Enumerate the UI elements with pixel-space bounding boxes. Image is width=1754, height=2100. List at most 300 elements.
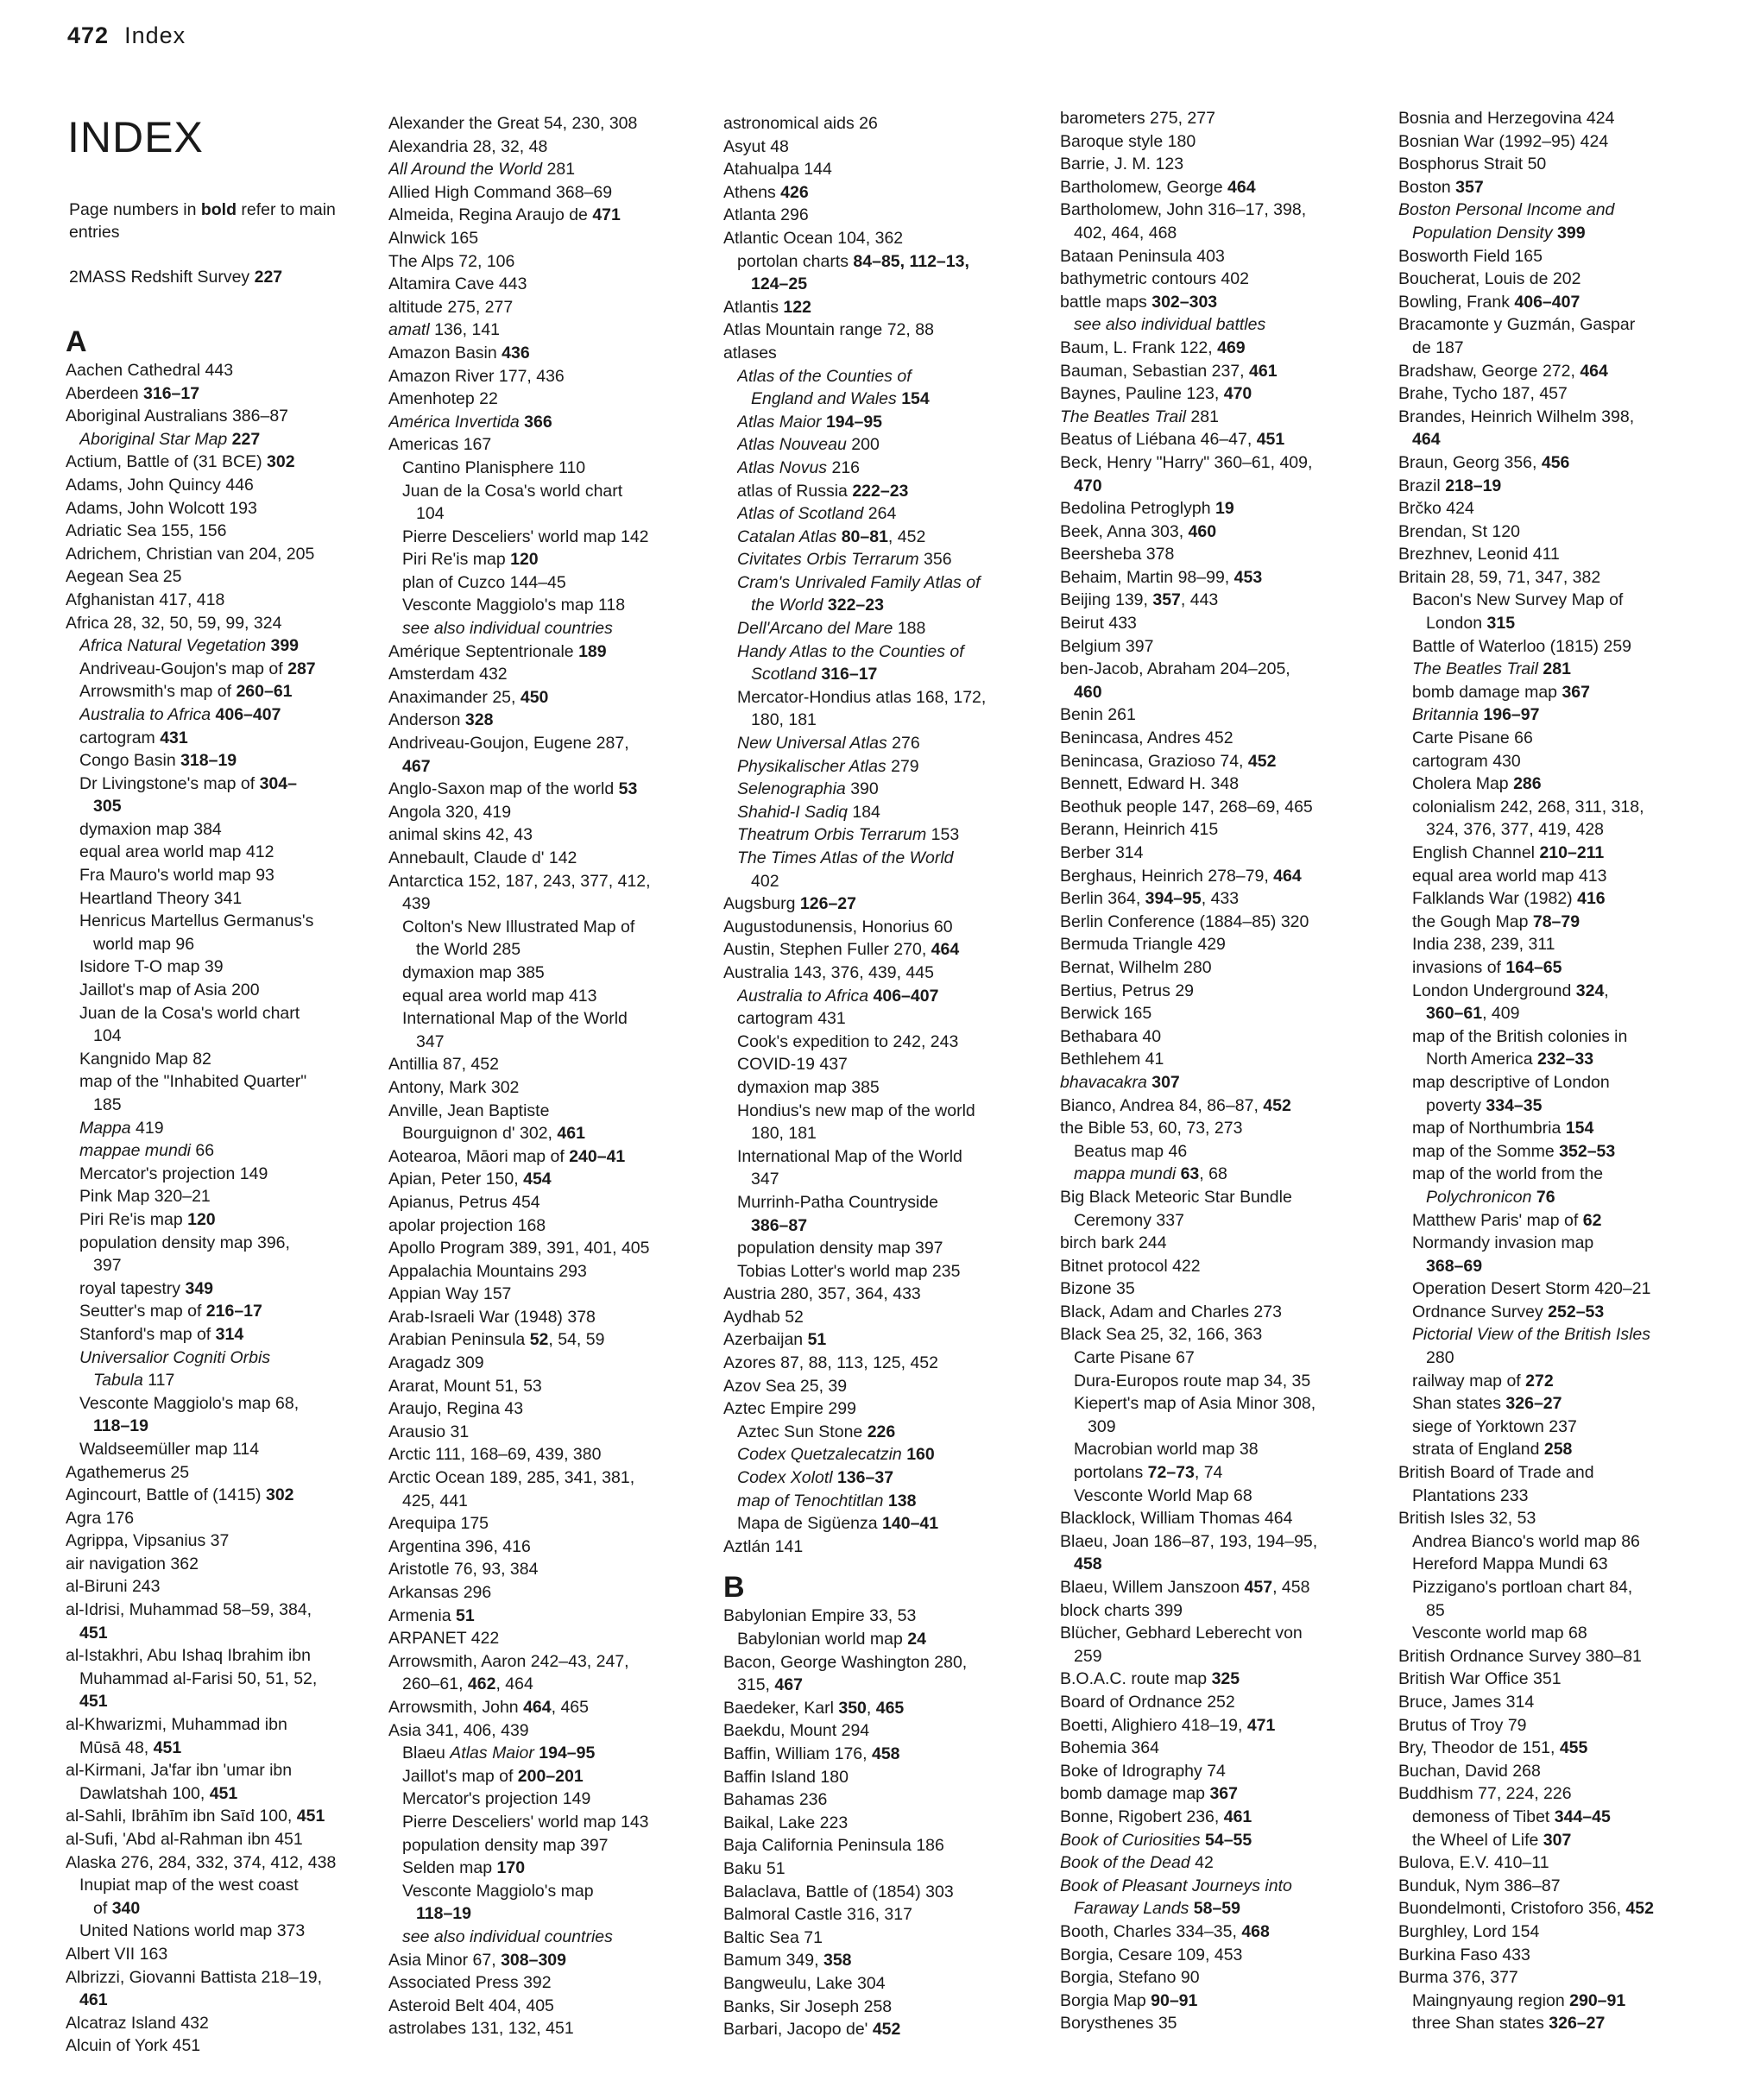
index-subentry: Pictorial View of the British Isles: [1412, 1325, 1650, 1345]
index-entry: block charts 399: [1060, 1600, 1183, 1620]
index-entry: Amérique Septentrionale 189: [388, 641, 607, 661]
index-entry: Big Black Meteoric Star Bundle: [1060, 1187, 1292, 1207]
index-subentry: population density map 397: [402, 1835, 609, 1855]
index-subentry: Australia to Africa 406–407: [737, 986, 939, 1006]
index-entry: Baynes, Pauline 123, 470: [1060, 384, 1252, 404]
index-entry: al-Khwarizmi, Muhammad ibn: [66, 1715, 287, 1735]
index-subentry: map of the "Inhabited Quarter": [79, 1072, 307, 1092]
index-entry: Bunduk, Nym 386–87: [1398, 1876, 1561, 1895]
index-subentry: 402: [751, 871, 779, 891]
index-subentry: Isidore T-O map 39: [79, 957, 224, 977]
index-entry: Bohemia 364: [1060, 1738, 1159, 1758]
index-entry: Bethabara 40: [1060, 1026, 1162, 1046]
index-entry: Borysthenes 35: [1060, 2014, 1177, 2034]
index-entry: Argentina 396, 416: [388, 1536, 531, 1556]
index-subentry: Piri Re'is map 120: [79, 1209, 216, 1229]
index-entry: Adriatic Sea 155, 156: [66, 521, 227, 541]
index-entry: Brčko 424: [1398, 499, 1474, 519]
index-entry: Albert VII 163: [66, 1944, 168, 1964]
index-entry: Agincourt, Battle of (1415) 302: [66, 1485, 294, 1505]
index-entry: amatl 136, 141: [388, 320, 501, 340]
index-subentry: 104: [93, 1026, 122, 1046]
index-entry: Benincasa, Grazioso 74, 452: [1060, 751, 1277, 771]
index-entry: Appalachia Mountains 293: [388, 1261, 587, 1281]
index-entry: al-Sahli, Ibrāhīm ibn Saīd 100, 451: [66, 1807, 325, 1826]
index-subentry: world map 96: [93, 934, 195, 954]
index-entry: Anglo-Saxon map of the world 53: [388, 779, 638, 799]
index-subentry: equal area world map 412: [79, 842, 274, 862]
index-subentry: cartogram 431: [79, 728, 188, 747]
index-subentry: Heartland Theory 341: [79, 888, 243, 908]
index-entry: Allied High Command 368–69: [388, 182, 613, 202]
index-subentry: The Beatles Trail 281: [1412, 659, 1571, 679]
index-subentry: The Times Atlas of the World: [737, 848, 954, 867]
index-subentry: equal area world map 413: [402, 986, 597, 1006]
index-subentry: Carte Pisane 67: [1074, 1348, 1195, 1368]
index-subentry: Vesconte Maggiolo's map: [402, 1881, 594, 1901]
index-entry: Bangweulu, Lake 304: [723, 1973, 886, 1993]
index-subentry: 180, 181: [751, 1124, 817, 1144]
index-entry: astrolabes 131, 132, 451: [388, 2019, 574, 2039]
index-entry: Andriveau-Goujon, Eugene 287,: [388, 734, 629, 754]
index-entry: Bermuda Triangle 429: [1060, 935, 1226, 955]
index-entry: Adams, John Wolcott 193: [66, 498, 257, 518]
index-subentry: Babylonian world map 24: [737, 1630, 926, 1649]
index-subentry: Kiepert's map of Asia Minor 308,: [1074, 1394, 1316, 1414]
index-entry: Boston Personal Income and: [1398, 200, 1615, 220]
index-subentry: Operation Desert Storm 420–21: [1412, 1279, 1651, 1299]
index-entry: the Bible 53, 60, 73, 273: [1060, 1119, 1243, 1138]
index-subentry: Shahid-I Sadiq 184: [737, 802, 880, 822]
index-subentry: Australia to Africa 406–407: [79, 704, 281, 724]
index-subentry: Plantations 233: [1412, 1485, 1529, 1505]
index-entry: Bradshaw, George 272, 464: [1398, 361, 1608, 381]
index-entry: Aberdeen 316–17: [66, 383, 200, 403]
index-entry: Aboriginal Australians 386–87: [66, 407, 289, 426]
index-subentry: mappa mundi 63, 68: [1074, 1164, 1227, 1184]
index-entry: British Isles 32, 53: [1398, 1509, 1536, 1529]
index-entry: British Board of Trade and: [1398, 1463, 1594, 1483]
index-entry: Book of the Dead 42: [1060, 1853, 1214, 1873]
index-entry: Bracamonte y Guzmán, Gaspar: [1398, 315, 1636, 335]
section-letter: A: [66, 325, 87, 358]
index-entry: Beek, Anna 303, 460: [1060, 521, 1217, 541]
index-subentry: map of Tenochtitlan 138: [737, 1491, 917, 1510]
index-entry: Berlin Conference (1884–85) 320: [1060, 911, 1309, 931]
index-column-4: [1060, 107, 1379, 2035]
index-entry: Baekdu, Mount 294: [723, 1721, 870, 1741]
index-subentry: Codex Quetzalecatzin 160: [737, 1445, 935, 1465]
index-subentry: London Underground 324,: [1412, 981, 1609, 1000]
index-subentry: English Channel 210–211: [1412, 843, 1605, 862]
index-subentry: Pink Map 320–21: [79, 1187, 211, 1207]
index-subentry: 347: [751, 1170, 779, 1189]
index-entry: Balaclava, Battle of (1854) 303: [723, 1882, 954, 1901]
index-entry: Barrie, J. M. 123: [1060, 155, 1184, 174]
index-subentry: Vesconte Maggiolo's map 68,: [79, 1393, 300, 1413]
index-subentry: Theatrum Orbis Terrarum 153: [737, 825, 960, 845]
index-entry: Brezhnev, Leonid 411: [1398, 545, 1560, 564]
index-subentry: 180, 181: [751, 710, 817, 730]
index-entry: Aristotle 76, 93, 384: [388, 1560, 539, 1580]
index-entry: Aegean Sea 25: [66, 567, 182, 587]
index-entry: Baikal, Lake 223: [723, 1813, 849, 1832]
index-subentry: Dr Livingstone's map of 304–: [79, 773, 297, 793]
index-entry: Borgia, Stefano 90: [1060, 1968, 1200, 1988]
index-subentry: plan of Cuzco 144–45: [402, 572, 566, 592]
index-entry: Baltic Sea 71: [723, 1927, 823, 1947]
index-subentry: Pierre Desceliers' world map 142: [402, 527, 649, 546]
index-entry: Actium, Battle of (31 BCE) 302: [66, 452, 295, 472]
index-entry: Berber 314: [1060, 843, 1144, 862]
index-subentry: Normandy invasion map: [1412, 1233, 1594, 1253]
index-entry: Beirut 433: [1060, 614, 1137, 634]
index-entry: Bowling, Frank 406–407: [1398, 292, 1580, 312]
index-entry: Berghaus, Heinrich 278–79, 464: [1060, 866, 1302, 886]
index-entry: Baffin Island 180: [723, 1767, 849, 1787]
index-entry: Bitnet protocol 422: [1060, 1256, 1201, 1276]
index-entry: Anville, Jean Baptiste: [388, 1100, 550, 1120]
index-entry: Afghanistan 417, 418: [66, 590, 225, 609]
index-subentry: 118–19: [416, 1904, 471, 1924]
index-subentry: 85: [1426, 1600, 1445, 1620]
index-subentry: of 340: [93, 1898, 141, 1918]
index-column-5: [1398, 107, 1718, 2035]
index-entry: Bizone 35: [1060, 1279, 1135, 1299]
index-subentry: Selenographia 390: [737, 779, 879, 799]
index-subentry: 386–87: [751, 1215, 808, 1235]
index-entry: Annebault, Claude d' 142: [388, 848, 577, 867]
index-entry: Antarctica 152, 187, 243, 377, 412,: [388, 871, 651, 891]
index-subentry: Seutter's map of 216–17: [79, 1302, 262, 1321]
index-subentry: Fra Mauro's world map 93: [79, 866, 274, 886]
index-subentry: Murrinh-Patha Countryside: [737, 1192, 939, 1212]
index-subentry: 402, 464, 468: [1074, 223, 1177, 243]
index-subentry: United Nations world map 373: [79, 1921, 306, 1941]
index-entry: British War Office 351: [1398, 1669, 1562, 1689]
index-subentry: Atlas of Scotland 264: [737, 504, 897, 524]
index-entry: Borgia, Cesare 109, 453: [1060, 1945, 1243, 1964]
index-subentry: Bourguignon d' 302, 461: [402, 1124, 585, 1144]
index-subentry: 305: [93, 797, 122, 817]
index-entry: Alcuin of York 451: [66, 2036, 201, 2056]
index-subentry: International Map of the World: [402, 1009, 628, 1029]
index-subentry: Atlas of the Counties of: [737, 366, 912, 386]
index-entry: Black, Adam and Charles 273: [1060, 1302, 1282, 1321]
index-subentry: India 238, 239, 311: [1412, 935, 1555, 955]
index-subentry: map of Northumbria 154: [1412, 1119, 1594, 1138]
index-subentry: 185: [93, 1095, 122, 1114]
index-entry: Brahe, Tycho 187, 457: [1398, 384, 1568, 404]
index-entry: battle maps 302–303: [1060, 292, 1218, 312]
index-subentry: Colton's New Illustrated Map of: [402, 917, 635, 936]
index-subentry: poverty 334–35: [1426, 1095, 1543, 1115]
index-subentry: dymaxion map 384: [79, 819, 222, 839]
index-entry: bhavacakra 307: [1060, 1072, 1180, 1092]
index-subentry: map of the Somme 352–53: [1412, 1141, 1616, 1161]
index-entry: Bartholomew, John 316–17, 398,: [1060, 200, 1307, 220]
index-entry: Adrichem, Christian van 204, 205: [66, 544, 315, 564]
index-subentry: Maingnyaung region 290–91: [1412, 1990, 1626, 2010]
index-entry: Balmoral Castle 316, 317: [723, 1905, 912, 1925]
index-entry: altitude 275, 277: [388, 297, 514, 317]
index-entry: Armenia 51: [388, 1605, 475, 1625]
index-entry: birch bark 244: [1060, 1233, 1167, 1253]
index-entry: Asyut 48: [723, 136, 789, 156]
index-subentry: Scotland 316–17: [751, 665, 878, 684]
index-entry: Arctic 111, 168–69, 439, 380: [388, 1445, 602, 1465]
index-subentry: 124–25: [751, 274, 808, 294]
index-entry: Baku 51: [723, 1858, 786, 1878]
index-entry: Aztlán 141: [723, 1536, 804, 1556]
index-entry: Brandes, Heinrich Wilhelm 398,: [1398, 407, 1635, 426]
index-subentry: Hondius's new map of the world: [737, 1100, 975, 1120]
index-subentry: Stanford's map of 314: [79, 1324, 244, 1344]
index-entry: Britain 28, 59, 71, 347, 382: [1398, 567, 1601, 587]
index-entry: B.O.A.C. route map 325: [1060, 1669, 1240, 1689]
index-entry: Arrowsmith, John 464, 465: [388, 1697, 589, 1717]
index-subentry: 309: [1088, 1416, 1116, 1436]
index-entry-2mass: 2MASS Redshift Survey 227: [69, 268, 283, 287]
index-entry: The Alps 72, 106: [388, 251, 515, 271]
index-subentry: Dura-Europos route map 34, 35: [1074, 1371, 1311, 1391]
index-subentry: 460: [1074, 682, 1102, 702]
index-entry: Appian Way 157: [388, 1284, 512, 1304]
index-subentry: Vesconte world map 68: [1412, 1624, 1587, 1643]
index-entry: Azerbaijan 51: [723, 1330, 827, 1350]
index-subentry: map of the British colonies in: [1412, 1026, 1628, 1046]
index-entry: Bahamas 236: [723, 1790, 828, 1810]
index-entry: Babylonian Empire 33, 53: [723, 1606, 917, 1626]
index-entry: Buchan, David 268: [1398, 1761, 1541, 1781]
index-entry: Agra 176: [66, 1508, 135, 1528]
index-entry: Beck, Henry "Harry" 360–61, 409,: [1060, 452, 1313, 472]
index-subentry: Mercator-Hondius atlas 168, 172,: [737, 687, 987, 707]
index-subentry: Carte Pisane 66: [1412, 728, 1533, 748]
index-subentry: Mappa 419: [79, 1118, 164, 1138]
index-entry: Anderson 328: [388, 710, 494, 730]
index-entry: Banks, Sir Joseph 258: [723, 1996, 893, 2016]
index-entry: atlases: [723, 343, 777, 363]
index-entry: Aachen Cathedral 443: [66, 361, 234, 380]
index-subentry: Macrobian world map 38: [1074, 1440, 1259, 1460]
index-subentry: Dell'Arcano del Mare 188: [737, 619, 926, 639]
index-entry: Africa 28, 32, 50, 59, 99, 324: [66, 613, 282, 633]
index-entry: Atlantic Ocean 104, 362: [723, 228, 904, 248]
index-subentry: Physikalischer Atlas 279: [737, 756, 919, 776]
index-subentry: de 187: [1412, 337, 1464, 357]
index-subentry: 461: [79, 1990, 108, 2010]
index-entry: Arkansas 296: [388, 1583, 492, 1602]
index-subentry: siege of Yorktown 237: [1412, 1416, 1577, 1436]
index-subentry: England and Wales 154: [751, 389, 930, 409]
index-entry: Adams, John Quincy 446: [66, 475, 254, 495]
index-subentry: Jaillot's map of Asia 200: [79, 981, 260, 1000]
index-entry: Bartholomew, George 464: [1060, 177, 1256, 197]
index-entry: Amazon Basin 436: [388, 343, 530, 363]
index-subentry: equal area world map 413: [1412, 866, 1607, 886]
index-subentry: International Map of the World: [737, 1146, 962, 1166]
index-subentry: colonialism 242, 268, 311, 318,: [1412, 797, 1644, 817]
index-entry: bomb damage map 367: [1060, 1784, 1238, 1804]
index-entry: Arrowsmith, Aaron 242–43, 247,: [388, 1651, 629, 1671]
index-entry: Bianco, Andrea 84, 86–87, 452: [1060, 1095, 1291, 1115]
index-column-3: [723, 112, 1043, 2041]
index-subentry: 259: [1074, 1646, 1102, 1666]
index-subentry: Muhammad al-Farisi 50, 51, 52,: [79, 1668, 318, 1688]
index-entry: Berwick 165: [1060, 1004, 1152, 1024]
index-entry: Albrizzi, Giovanni Battista 218–19,: [66, 1967, 323, 1987]
index-entry: Braun, Georg 356, 456: [1398, 452, 1570, 472]
index-entry: Belgium 397: [1060, 636, 1154, 656]
index-entry: Asia Minor 67, 308–309: [388, 1950, 566, 1970]
index-entry: Araujo, Regina 43: [388, 1399, 524, 1419]
index-entry: Alexander the Great 54, 230, 308: [388, 114, 638, 133]
index-entry: Agathemerus 25: [66, 1462, 190, 1482]
index-entry: al-Istakhri, Abu Ishaq Ibrahim ibn: [66, 1646, 311, 1666]
index-subentry: railway map of 272: [1412, 1371, 1554, 1391]
index-entry: Apianus, Petrus 454: [388, 1192, 540, 1212]
index-entry: Bataan Peninsula 403: [1060, 246, 1225, 266]
index-subentry: Inupiat map of the west coast: [79, 1876, 299, 1895]
index-entry: Alaska 276, 284, 332, 374, 412, 438: [66, 1852, 337, 1872]
index-entry: Bertius, Petrus 29: [1060, 981, 1195, 1000]
index-entry: Angola 320, 419: [388, 802, 512, 822]
index-entry: Asteroid Belt 404, 405: [388, 1996, 554, 2015]
index-entry: Benincasa, Andres 452: [1060, 728, 1233, 748]
index-subentry: 360–61, 409: [1426, 1004, 1520, 1024]
index-entry: British Ordnance Survey 380–81: [1398, 1646, 1642, 1666]
index-subentry: the World 322–23: [751, 596, 884, 615]
index-subentry: 118–19: [93, 1416, 148, 1436]
index-subentry: strata of England 258: [1412, 1440, 1573, 1460]
index-subentry: COVID-19 437: [737, 1055, 848, 1075]
index-entry: Apollo Program 389, 391, 401, 405: [388, 1239, 650, 1258]
index-entry: Ararat, Mount 51, 53: [388, 1376, 542, 1396]
index-subentry: 324, 376, 377, 419, 428: [1426, 820, 1605, 840]
index-subentry: 368–69: [1426, 1256, 1483, 1276]
index-subentry: Atlas Nouveau 200: [737, 435, 880, 455]
index-subentry: Cram's Unrivaled Family Atlas of: [737, 572, 981, 592]
index-subentry: the Gough Map 78–79: [1412, 911, 1580, 931]
index-subentry: three Shan states 326–27: [1412, 2014, 1606, 2034]
index-subentry: Mapa de Sigüenza 140–41: [737, 1514, 939, 1534]
index-subentry: Aztec Sun Stone 226: [737, 1422, 896, 1441]
index-entry: Bulova, E.V. 410–11: [1398, 1853, 1549, 1873]
index-subentry: Ceremony 337: [1074, 1210, 1184, 1230]
index-entry: Buddhism 77, 224, 226: [1398, 1784, 1572, 1804]
index-subentry: 467: [402, 756, 431, 776]
index-entry: ARPANET 422: [388, 1629, 500, 1649]
index-subentry: see also individual battles: [1074, 315, 1266, 335]
index-subentry: royal tapestry 349: [79, 1278, 214, 1298]
index-subentry: 397: [93, 1256, 122, 1276]
index-subentry: Polychronicon 76: [1426, 1187, 1555, 1207]
index-entry: Bruce, James 314: [1398, 1692, 1535, 1712]
index-entry: Benin 261: [1060, 705, 1136, 725]
index-subentry: population density map 396,: [79, 1233, 290, 1252]
index-subentry: map descriptive of London: [1412, 1072, 1610, 1092]
index-entry: The Beatles Trail 281: [1060, 407, 1219, 426]
index-entry: Arctic Ocean 189, 285, 341, 381,: [388, 1468, 635, 1488]
index-subentry: Aboriginal Star Map 227: [79, 429, 261, 449]
index-entry: Bethlehem 41: [1060, 1050, 1164, 1069]
index-subentry: Catalan Atlas 80–81, 452: [737, 527, 926, 546]
index-entry: al-Biruni 243: [66, 1577, 161, 1597]
index-entry: Barbari, Jacopo de' 452: [723, 2020, 901, 2040]
index-subentry: see also individual countries: [402, 1927, 613, 1946]
index-entry: Bacon, George Washington 280,: [723, 1652, 968, 1672]
index-entry: bathymetric contours 402: [1060, 269, 1249, 289]
index-subentry: Andriveau-Goujon's map of 287: [79, 659, 316, 678]
index-entry: air navigation 362: [66, 1554, 199, 1573]
index-subentry: Waldseemüller map 114: [79, 1439, 260, 1459]
index-entry: Apian, Peter 150, 454: [388, 1170, 552, 1189]
index-subentry: invasions of 164–65: [1412, 957, 1562, 977]
index-subentry: 451: [79, 1623, 108, 1643]
index-subentry: Handy Atlas to the Counties of: [737, 641, 964, 661]
index-entry: Agrippa, Vipsanius 37: [66, 1531, 230, 1551]
index-subentry: Hereford Mappa Mundi 63: [1412, 1555, 1608, 1574]
index-entry: Beersheba 378: [1060, 545, 1175, 564]
index-subentry: map of the world from the: [1412, 1164, 1604, 1184]
index-subentry: Vesconte Maggiolo's map 118: [402, 596, 626, 615]
index-subentry: Atlas Maior 194–95: [737, 412, 883, 432]
index-column-2: [388, 112, 708, 2040]
index-entry: Arab-Israeli War (1948) 378: [388, 1307, 596, 1327]
index-entry: Behaim, Martin 98–99, 453: [1060, 567, 1263, 587]
index-subentry: bomb damage map 367: [1412, 682, 1590, 702]
index-subentry: Population Density 399: [1412, 223, 1586, 243]
index-subentry: Andrea Bianco's world map 86: [1412, 1531, 1640, 1551]
index-entry: astronomical aids 26: [723, 114, 878, 133]
index-entry: Australia 143, 376, 439, 445: [723, 962, 934, 982]
index-entry: Alcatraz Island 432: [66, 2013, 209, 2033]
index-entry: Bosphorus Strait 50: [1398, 155, 1547, 174]
index-entry: Baffin, William 176, 458: [723, 1744, 900, 1763]
index-subentry: 458: [1074, 1555, 1102, 1574]
index-entry: Antony, Mark 302: [388, 1077, 520, 1097]
index-entry: Antillia 87, 452: [388, 1055, 499, 1075]
index-entry: Booth, Charles 334–35, 468: [1060, 1921, 1270, 1941]
index-entry: Boetti, Alighiero 418–19, 471: [1060, 1715, 1276, 1735]
index-subentry: Juan de la Cosa's world chart: [402, 481, 623, 501]
index-entry: Buondelmonti, Cristoforo 356, 452: [1398, 1899, 1654, 1919]
index-entry: Amsterdam 432: [388, 665, 508, 684]
index-subentry: Codex Xolotl 136–37: [737, 1468, 894, 1488]
index-subentry: Shan states 326–27: [1412, 1394, 1562, 1414]
index-subentry: Cook's expedition to 242, 243: [737, 1031, 959, 1051]
index-subentry: Arrowsmith's map of 260–61: [79, 682, 293, 702]
index-subentry: see also individual countries: [402, 619, 613, 639]
index-entry: Amenhotep 22: [388, 389, 498, 409]
index-entry: Austria 280, 357, 364, 433: [723, 1284, 921, 1304]
index-entry: Bennett, Edward H. 348: [1060, 774, 1240, 794]
index-entry: Augustodunensis, Honorius 60: [723, 917, 953, 936]
index-entry: Atlantis 122: [723, 297, 811, 317]
index-entry: animal skins 42, 43: [388, 825, 533, 845]
index-entry: Brazil 218–19: [1398, 476, 1502, 495]
index-entry: Arausio 31: [388, 1422, 470, 1441]
index-entry: Beijing 139, 357, 443: [1060, 590, 1219, 610]
index-entry: Beatus of Liébana 46–47, 451: [1060, 430, 1285, 450]
index-entry: Azores 87, 88, 113, 125, 452: [723, 1353, 938, 1373]
index-subentry: Juan de la Cosa's world chart: [79, 1003, 300, 1023]
index-entry: Bedolina Petroglyph 19: [1060, 499, 1234, 519]
index-subentry: 280: [1426, 1348, 1454, 1368]
index-entry: Burkina Faso 433: [1398, 1945, 1530, 1964]
index-subentry: Dawlatshah 100, 451: [79, 1783, 238, 1803]
